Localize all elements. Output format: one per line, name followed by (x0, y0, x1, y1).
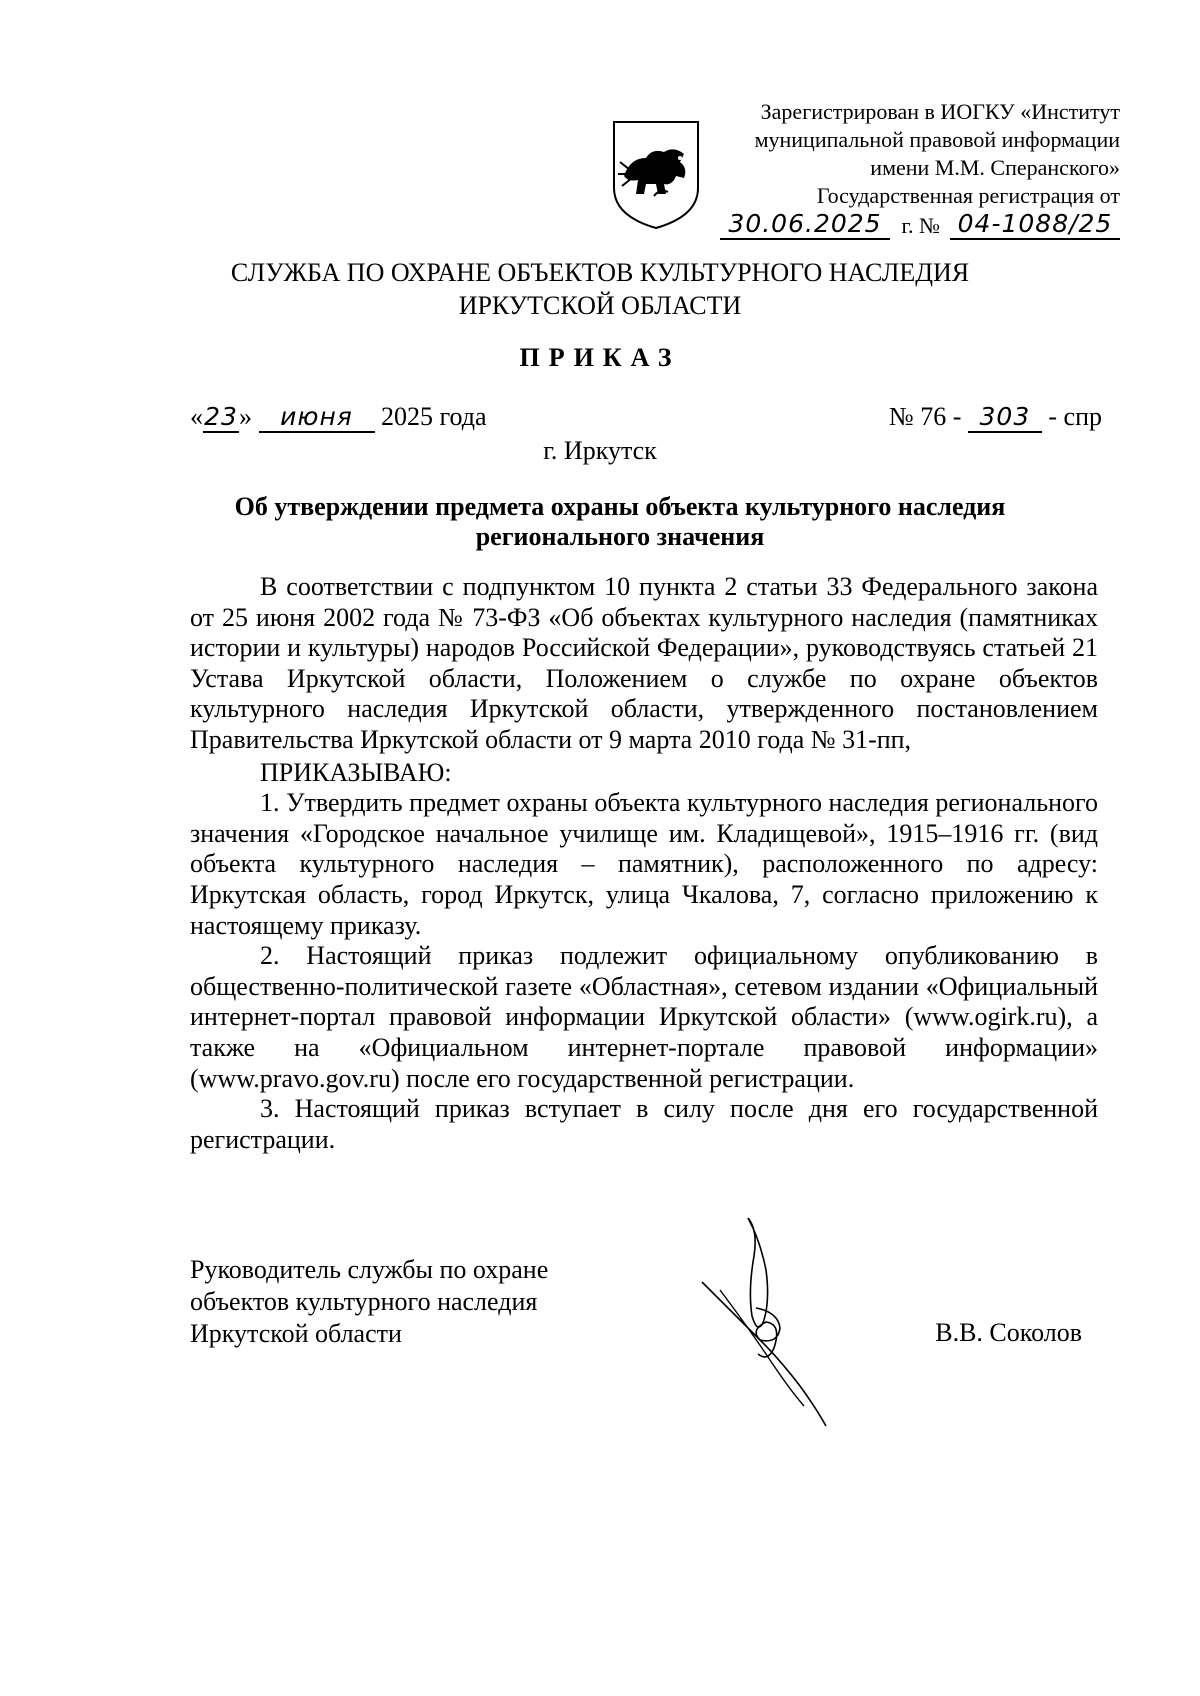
signatory-name: В.В. Соколов (935, 1318, 1082, 1347)
date-month: июня (259, 402, 375, 433)
number-suffix: - спр (1048, 402, 1102, 431)
order-item-3: 3. Настоящий приказ вступает в силу после дня его государственной регистрации. (190, 1094, 1098, 1154)
signatory-position-line-1: Руководитель службы по охране (190, 1255, 549, 1284)
registration-date: 30.06.2025 (720, 210, 890, 240)
subject-line-1: Об утверждении предмета охраны объекта культурного наследия (234, 492, 1006, 521)
handwritten-signature (700, 1210, 860, 1440)
date-year: 2025 года (381, 402, 487, 431)
order-item-1: 1. Утвердить предмет охраны объекта культурного наследия регионального значения «Городское начальное училище им. Кладищевой», 1915–1916 гг. (вид объекта культурного наследия – памятник), расположенного по адресу: Иркутская область, город Иркутск, улица Чкалова, 7, согласно приложению к настоящему приказу. (190, 788, 1098, 940)
agency-name (0, 256, 1200, 322)
registration-line-3: имени М.М. Сперанского» (870, 155, 1120, 180)
signatory-position (190, 1254, 548, 1350)
agency-line-2: ИРКУТСКОЙ ОБЛАСТИ (458, 291, 742, 320)
registration-number: 04-1088/25 (950, 210, 1120, 240)
date-open-quote: « (190, 402, 203, 431)
agency-line-1: СЛУЖБА ПО ОХРАНЕ ОБЪЕКТОВ КУЛЬТУРНОГО НАСЛЕДИЯ (230, 258, 970, 287)
number-value: 303 (968, 402, 1042, 433)
document-type: ПРИКАЗ (519, 343, 681, 372)
signatory-position-line-3: Иркутской области (190, 1319, 402, 1348)
preamble: В соответствии с подпунктом 10 пункта 2 статьи 33 Федерального закона от 25 июня 2002 года № 73-ФЗ «Об объектах культурного наследия (памятниках истории и культуры) народов Российской Федерации», руководствуясь статьей 21 Устава Иркутской области, Положением о службе по охране объектов культурного наследия Иркутской области, утвержденного постановлением Правительства Иркутской области от 9 марта 2010 года № 31-пп, (190, 572, 1098, 754)
order-date (190, 402, 487, 433)
order-subject (180, 492, 1060, 552)
order-number (889, 402, 1102, 433)
registration-line-4: Государственная регистрация от (816, 183, 1120, 208)
irkutsk-coat-of-arms-icon (610, 118, 702, 232)
date-close-quote: » (239, 402, 252, 431)
signatory-position-line-2: объектов культурного наследия (190, 1287, 538, 1316)
subject-line-2: регионального значения (475, 522, 765, 551)
order-body (190, 572, 1098, 1155)
registration-stamp (650, 98, 1120, 244)
date-day: 23 (204, 402, 238, 431)
order-word: ПРИКАЗЫВАЮ: (260, 757, 452, 787)
registration-line-2: муниципальной правовой информации (754, 127, 1120, 152)
order-item-2: 2. Настоящий приказ подлежит официальному опубликованию в общественно-политической газете «Областная», сетевом издании «Официальный интернет-портал правовой информации Иркутской области» (www.ogirk.ru), а также на «Официальном интернет-портале правовой информации» (www.pravo.gov.ru) после его государственной регистрации. (190, 941, 1098, 1093)
registration-line-1: Зарегистрирован в ИОГКУ «Институт (760, 99, 1120, 124)
registration-number-line (650, 210, 1120, 244)
city: г. Иркутск (543, 436, 657, 465)
number-prefix: № 76 - (888, 402, 962, 431)
registration-year-label: г. № (901, 213, 940, 238)
